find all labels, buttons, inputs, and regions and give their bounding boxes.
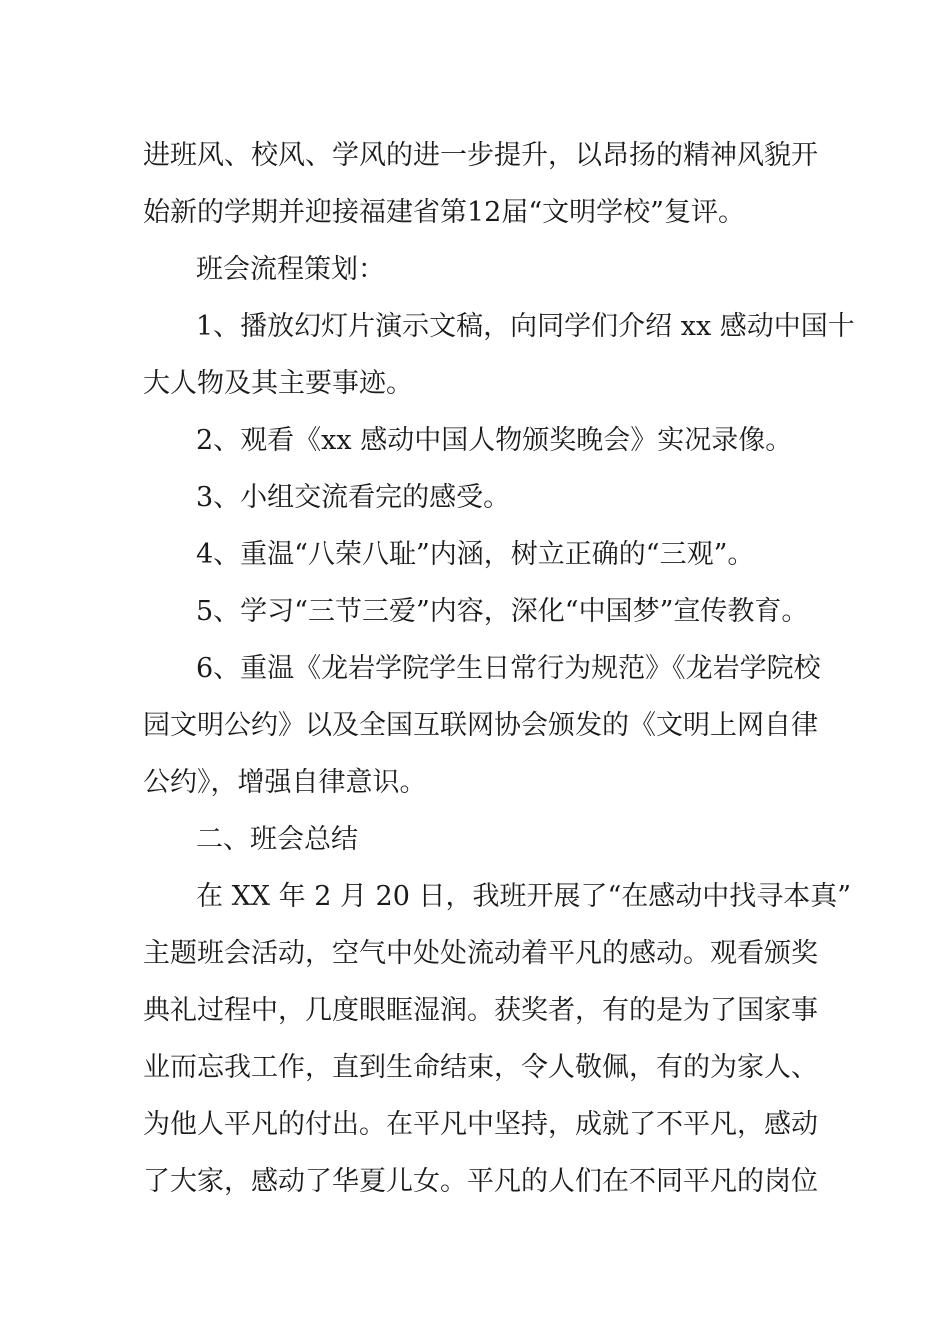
text-line: 主题班会活动，空气中处处流动着平凡的感动。观看颁奖 [143,938,818,969]
text-line: 在 XX 年 2 月 20 日，我班开展了“在感动中找寻本真” [196,881,852,912]
text-line: 5、学习“三节三爱”内容，深化“中国梦”宣传教育。 [196,596,809,627]
text-line: 4、重温“八荣八耻”内涵，树立正确的“三观”。 [196,539,755,570]
section-heading: 二、班会总结 [196,824,358,855]
text-line: 6、重温《龙岩学院学生日常行为规范》《龙岩学院校 [196,653,821,684]
text-line: 园文明公约》以及全国互联网协会颁发的《文明上网自律 [143,710,818,741]
text-line: 1、播放幻灯片演示文稿，向同学们介绍 xx 感动中国十 [196,311,855,342]
text-line: 大人物及其主要事迹。 [143,368,413,399]
text-line: 始新的学期并迎接福建省第12届“文明学校”复评。 [143,197,745,228]
text-line: 2、观看《xx 感动中国人物颁奖晚会》实况录像。 [196,425,793,456]
text-line: 公约》，增强自律意识。 [143,767,427,798]
text-line: 班会流程策划： [196,254,385,285]
text-line: 业而忘我工作，直到生命结束，令人敬佩，有的为家人、 [143,1052,818,1083]
text-line: 为他人平凡的付出。在平凡中坚持，成就了不平凡，感动 [143,1109,818,1140]
text-line: 典礼过程中，几度眼眶湿润。获奖者，有的是为了国家事 [143,995,818,1026]
text-line: 进班风、校风、学风的进一步提升，以昂扬的精神风貌开 [143,140,818,171]
text-line: 3、小组交流看完的感受。 [196,482,511,513]
text-line: 了大家，感动了华夏儿女。平凡的人们在不同平凡的岗位 [143,1166,818,1197]
